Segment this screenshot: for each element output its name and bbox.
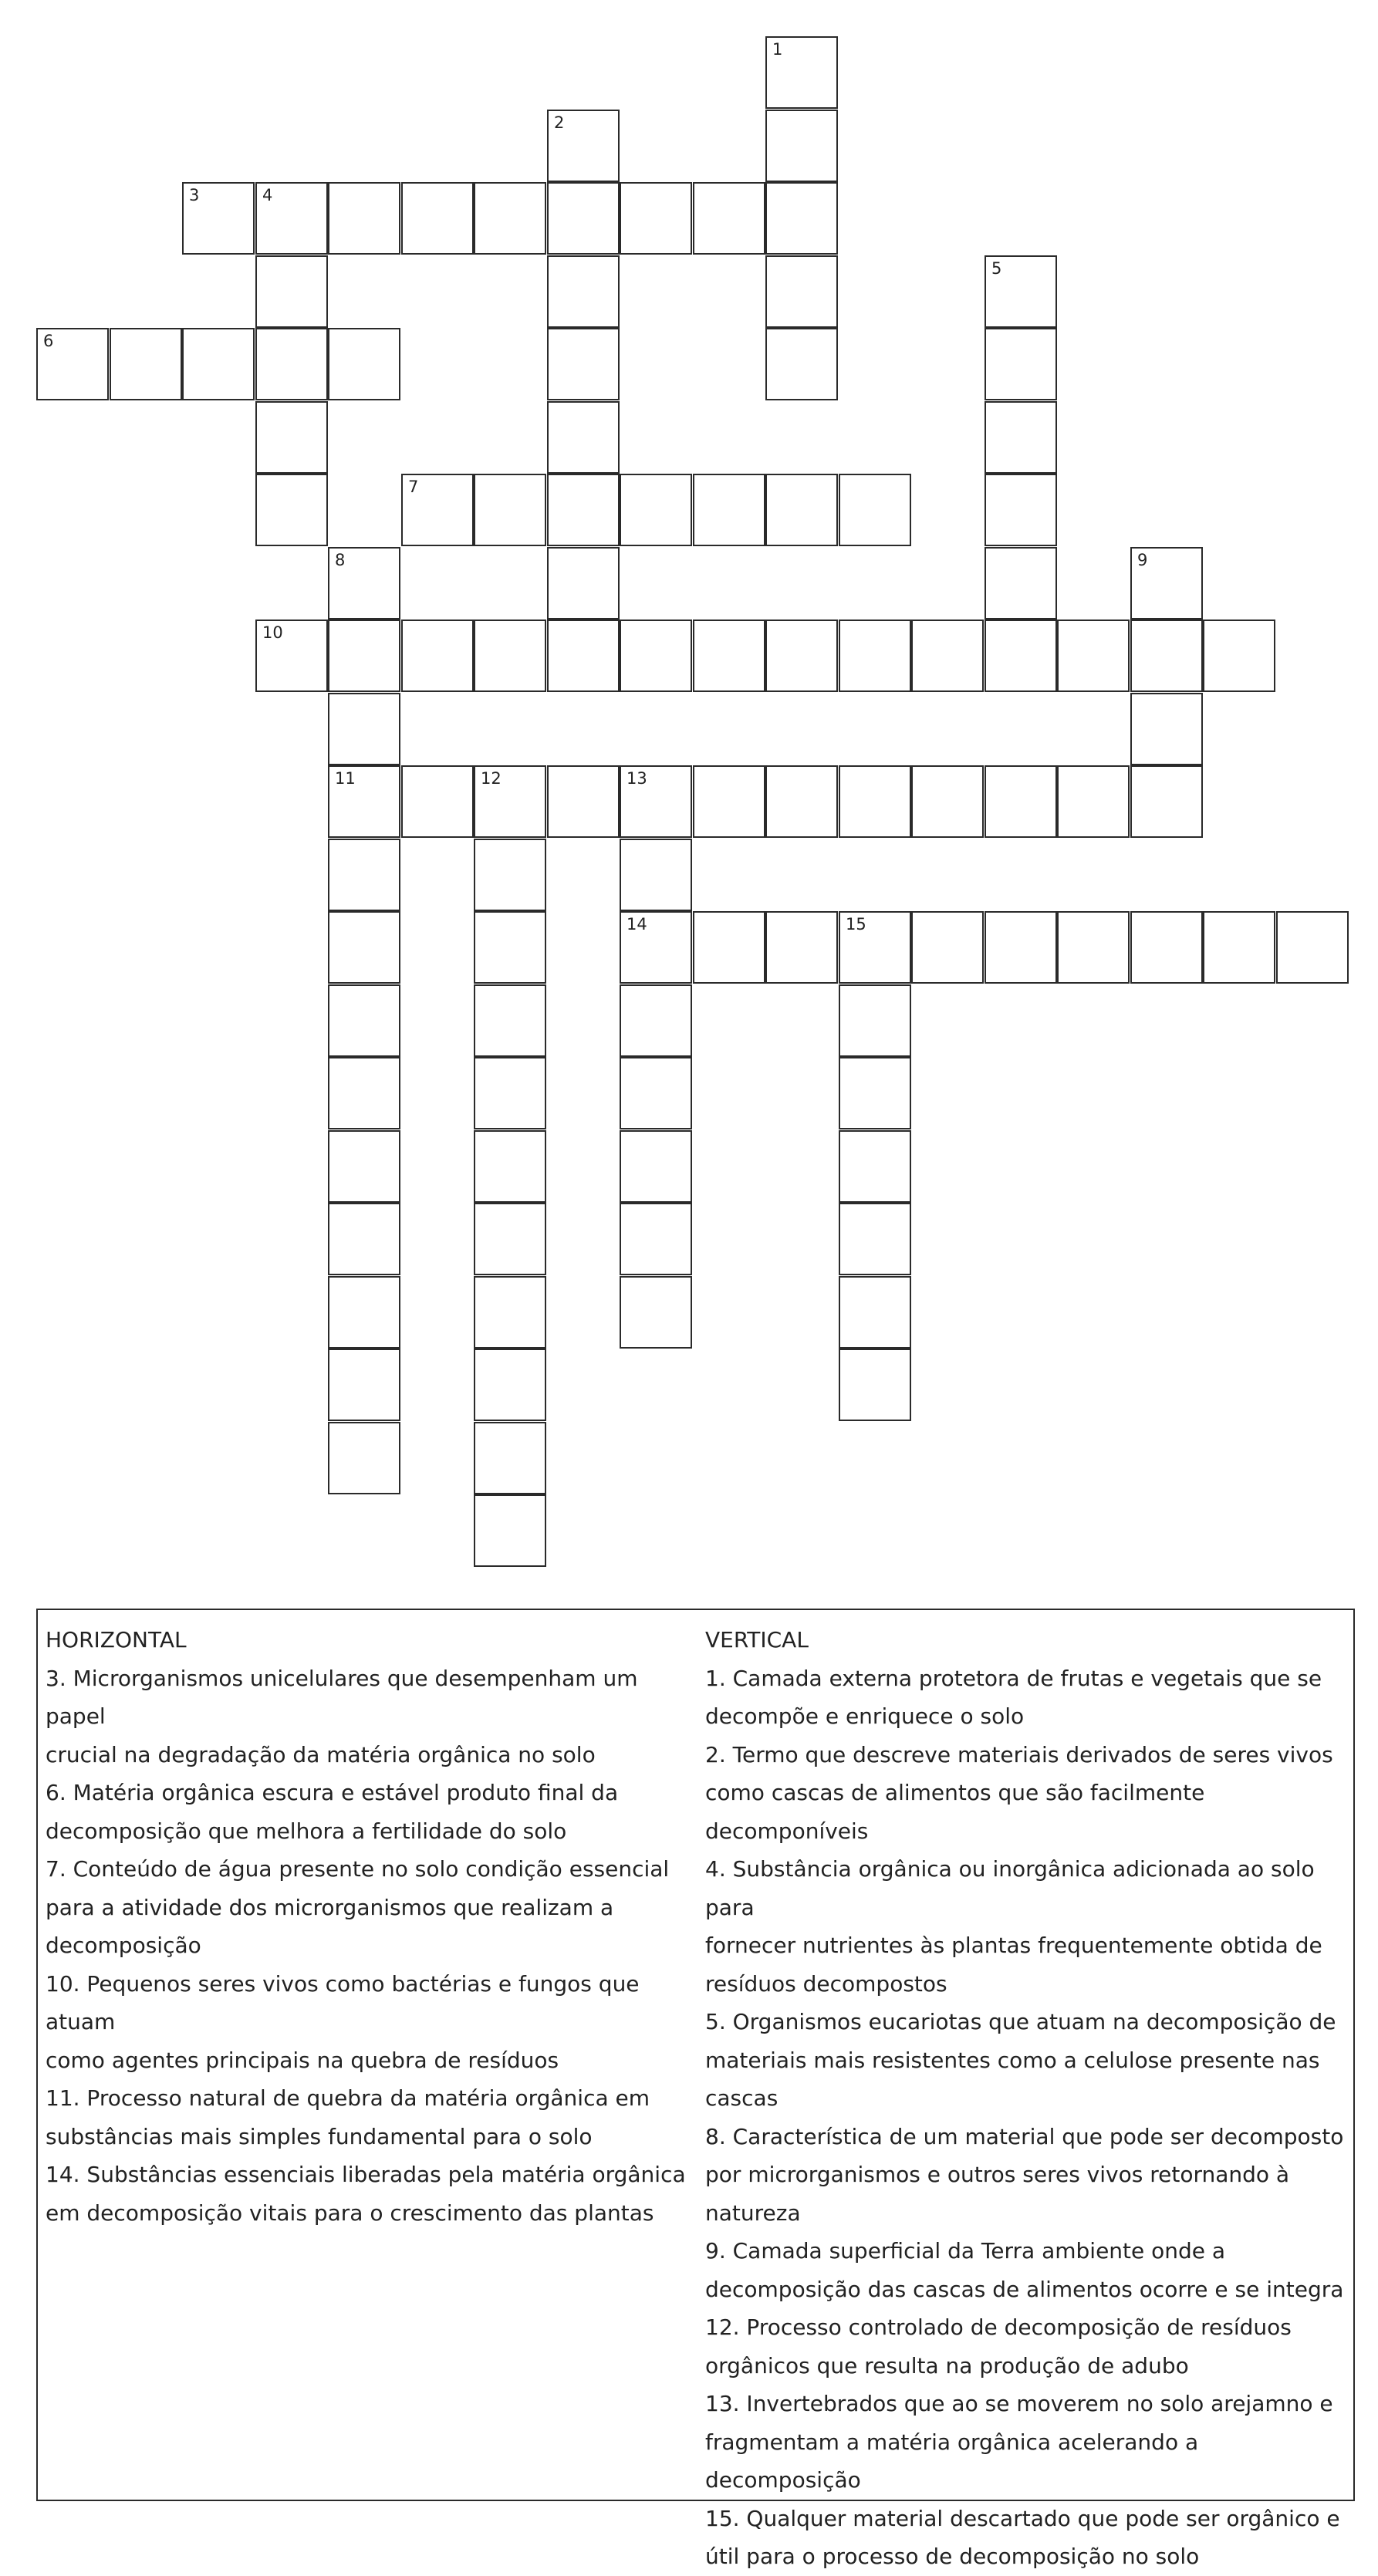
crossword-cell[interactable] bbox=[474, 984, 546, 1057]
crossword-cell[interactable] bbox=[36, 328, 109, 400]
crossword-cell[interactable] bbox=[474, 765, 546, 838]
crossword-cell[interactable] bbox=[620, 1203, 692, 1275]
clue-number: 13 bbox=[627, 769, 647, 788]
clue-number: 10 bbox=[262, 623, 283, 642]
clues-box bbox=[36, 1609, 1355, 2569]
horizontal-clue-line: para a atividade dos microrganismos que realizam a bbox=[46, 1894, 614, 1920]
crossword-cell[interactable] bbox=[547, 765, 620, 838]
vertical-clue-line: orgânicos que resulta na produção de adubo bbox=[705, 2352, 1189, 2378]
crossword-cell[interactable] bbox=[1057, 765, 1130, 838]
vertical-clue-line: fragmentam a matéria orgânica acelerando a decomposição bbox=[705, 2429, 1199, 2493]
crossword-cell[interactable] bbox=[547, 474, 620, 546]
crossword-cell[interactable] bbox=[1203, 911, 1275, 984]
crossword-cell[interactable] bbox=[328, 1057, 400, 1129]
crossword-cell[interactable] bbox=[474, 1349, 546, 1421]
vertical-clue-line: útil para o processo de decomposição no solo bbox=[705, 2544, 1200, 2569]
crossword-cell[interactable] bbox=[839, 765, 911, 838]
clue-number: 7 bbox=[408, 478, 419, 496]
crossword-cell[interactable] bbox=[765, 765, 838, 838]
crossword-cell[interactable] bbox=[1130, 693, 1203, 765]
crossword-cell[interactable] bbox=[985, 474, 1057, 546]
crossword-cell[interactable] bbox=[401, 182, 474, 255]
crossword-cell[interactable] bbox=[328, 620, 400, 692]
horizontal-clue-line: em decomposição vitais para o crescimento das plantas bbox=[46, 2200, 654, 2226]
crossword-cell[interactable] bbox=[474, 1422, 546, 1494]
crossword-cell[interactable] bbox=[911, 911, 984, 984]
crossword-cell[interactable] bbox=[547, 547, 620, 620]
vertical-clue-line: 13. Invertebrados que ao se moverem no solo arejamno e bbox=[705, 2391, 1333, 2416]
crossword-cell[interactable] bbox=[474, 620, 546, 692]
crossword-cell[interactable] bbox=[401, 765, 474, 838]
crossword-cell[interactable] bbox=[620, 984, 692, 1057]
crossword-cell[interactable] bbox=[620, 620, 692, 692]
crossword-cell[interactable] bbox=[328, 328, 400, 400]
crossword-cell[interactable] bbox=[1276, 911, 1349, 984]
vertical-clue-list bbox=[705, 1659, 1349, 2576]
horizontal-clue-line: como agentes principais na quebra de resíduos bbox=[46, 2047, 559, 2073]
vertical-clue-line: 2. Termo que descreve materiais derivados de seres vivos bbox=[705, 1741, 1333, 1767]
crossword-cell[interactable] bbox=[765, 110, 838, 182]
crossword-cell[interactable] bbox=[839, 474, 911, 546]
crossword-cell[interactable] bbox=[693, 474, 765, 546]
clue-number: 3 bbox=[189, 186, 200, 204]
horizontal-clue-line: decomposição que melhora a fertilidade do solo bbox=[46, 1818, 567, 1844]
vertical-clue-line: 5. Organismos eucariotas que atuam na decomposição de bbox=[705, 2009, 1336, 2034]
crossword-cell[interactable] bbox=[765, 182, 838, 255]
vertical-clue-line: 15. Qualquer material descartado que pode ser orgânico e bbox=[705, 2505, 1340, 2531]
crossword-cell[interactable] bbox=[328, 693, 400, 765]
crossword-cell[interactable] bbox=[547, 328, 620, 400]
crossword-cell[interactable] bbox=[1130, 620, 1203, 692]
crossword-cell[interactable] bbox=[765, 36, 838, 109]
vertical-clue-line: decomposição das cascas de alimentos ocorre e se integra bbox=[705, 2276, 1344, 2302]
crossword-cell[interactable] bbox=[110, 328, 182, 400]
crossword-cell[interactable] bbox=[693, 765, 765, 838]
crossword-cell[interactable] bbox=[255, 401, 328, 474]
crossword-cell[interactable] bbox=[839, 1276, 911, 1349]
crossword-cell[interactable] bbox=[620, 911, 692, 984]
horizontal-clue-list bbox=[46, 1659, 697, 2233]
horizontal-clue-line: 10. Pequenos seres vivos como bactérias e fungos que atuam bbox=[46, 1970, 640, 2034]
crossword-cell[interactable] bbox=[985, 328, 1057, 400]
crossword-cell[interactable] bbox=[255, 474, 328, 546]
vertical-clue-line: materiais mais resistentes como a celulose presente nas bbox=[705, 2047, 1320, 2073]
clue-number: 2 bbox=[554, 113, 565, 132]
horizontal-clue-line: decomposição bbox=[46, 1933, 201, 1958]
crossword-cell[interactable] bbox=[1057, 620, 1130, 692]
crossword-cell[interactable] bbox=[547, 620, 620, 692]
crossword-cell[interactable] bbox=[911, 620, 984, 692]
clue-number: 11 bbox=[335, 769, 356, 788]
crossword-cell[interactable] bbox=[474, 1057, 546, 1129]
crossword-cell[interactable] bbox=[985, 620, 1057, 692]
horizontal-heading: HORIZONTAL bbox=[46, 1627, 187, 1653]
crossword-cell[interactable] bbox=[693, 911, 765, 984]
crossword-cell[interactable] bbox=[985, 911, 1057, 984]
vertical-clue-line: 1. Camada externa protetora de frutas e vegetais que se bbox=[705, 1665, 1322, 1691]
crossword-cell[interactable] bbox=[328, 911, 400, 984]
crossword-cell[interactable] bbox=[985, 401, 1057, 474]
vertical-clue-line: como cascas de alimentos que são facilmente decomponíveis bbox=[705, 1780, 1205, 1844]
crossword-cell[interactable] bbox=[328, 839, 400, 911]
crossword-cell[interactable] bbox=[765, 620, 838, 692]
crossword-cell[interactable] bbox=[328, 1422, 400, 1494]
crossword-cell[interactable] bbox=[255, 255, 328, 328]
crossword-cell[interactable] bbox=[911, 765, 984, 838]
clue-number: 9 bbox=[1137, 551, 1148, 569]
crossword-cell[interactable] bbox=[255, 328, 328, 400]
crossword-cell[interactable] bbox=[401, 474, 474, 546]
vertical-clues bbox=[705, 1621, 1349, 2576]
crossword-cell[interactable] bbox=[474, 1494, 546, 1567]
crossword-cell[interactable] bbox=[620, 1057, 692, 1129]
crossword-cell[interactable] bbox=[328, 1276, 400, 1349]
vertical-clue-line: 4. Substância orgânica ou inorgânica adicionada ao solo para bbox=[705, 1856, 1315, 1920]
crossword-cell[interactable] bbox=[474, 839, 546, 911]
crossword-cell[interactable] bbox=[182, 328, 255, 400]
clue-number: 14 bbox=[627, 915, 647, 934]
clue-number: 4 bbox=[262, 186, 273, 204]
horizontal-clue-line: 3. Microrganismos unicelulares que desempenham um papel bbox=[46, 1665, 638, 1729]
horizontal-clue-line: 7. Conteúdo de água presente no solo condição essencial bbox=[46, 1856, 670, 1882]
crossword-cell[interactable] bbox=[1130, 547, 1203, 620]
horizontal-clue-line: 11. Processo natural de quebra da matéria orgânica em bbox=[46, 2085, 650, 2111]
crossword-cell[interactable] bbox=[474, 1130, 546, 1203]
crossword-cell[interactable] bbox=[328, 1130, 400, 1203]
crossword-cell[interactable] bbox=[474, 182, 546, 255]
crossword-cell[interactable] bbox=[328, 984, 400, 1057]
crossword-cell[interactable] bbox=[765, 255, 838, 328]
crossword-cell[interactable] bbox=[693, 620, 765, 692]
crossword-cell[interactable] bbox=[985, 765, 1057, 838]
clue-number: 5 bbox=[991, 259, 1002, 278]
crossword-cell[interactable] bbox=[620, 765, 692, 838]
crossword-cell[interactable] bbox=[328, 547, 400, 620]
vertical-clue-line: por microrganismos e outros seres vivos retornando à bbox=[705, 2162, 1290, 2187]
vertical-clue-line: fornecer nutrientes às plantas frequentemente obtida de bbox=[705, 1933, 1322, 1958]
horizontal-clues bbox=[46, 1621, 697, 2232]
horizontal-clue-line: 14. Substâncias essenciais liberadas pela matéria orgânica bbox=[46, 2162, 686, 2187]
crossword-cell[interactable] bbox=[474, 911, 546, 984]
crossword-cell[interactable] bbox=[474, 474, 546, 546]
crossword-cell[interactable] bbox=[328, 1349, 400, 1421]
horizontal-clue-line: substâncias mais simples fundamental para o solo bbox=[46, 2123, 593, 2149]
crossword-cell[interactable] bbox=[693, 182, 765, 255]
crossword-cell[interactable] bbox=[1130, 765, 1203, 838]
crossword-cell[interactable] bbox=[328, 182, 400, 255]
vertical-clue-line: 9. Camada superficial da Terra ambiente onde a bbox=[705, 2238, 1226, 2264]
crossword-cell[interactable] bbox=[839, 1349, 911, 1421]
crossword-cell[interactable] bbox=[620, 474, 692, 546]
crossword-cell[interactable] bbox=[620, 182, 692, 255]
crossword-cell[interactable] bbox=[985, 255, 1057, 328]
crossword-cell[interactable] bbox=[839, 984, 911, 1057]
vertical-clue-line: natureza bbox=[705, 2200, 801, 2226]
crossword-cell[interactable] bbox=[1130, 911, 1203, 984]
crossword-cell[interactable] bbox=[182, 182, 255, 255]
crossword-cell[interactable] bbox=[620, 1276, 692, 1349]
crossword-cell[interactable] bbox=[839, 1203, 911, 1275]
crossword-cell[interactable] bbox=[765, 328, 838, 400]
crossword-cell[interactable] bbox=[985, 547, 1057, 620]
crossword-cell[interactable] bbox=[547, 182, 620, 255]
clue-number: 6 bbox=[43, 332, 54, 350]
crossword-cell[interactable] bbox=[839, 620, 911, 692]
crossword-cell[interactable] bbox=[620, 1130, 692, 1203]
crossword-cell[interactable] bbox=[474, 1276, 546, 1349]
crossword-cell[interactable] bbox=[765, 474, 838, 546]
vertical-clue-line: decompõe e enriquece o solo bbox=[705, 1703, 1025, 1729]
vertical-clue-line: 8. Característica de um material que pode ser decomposto bbox=[705, 2123, 1344, 2149]
crossword-cell[interactable] bbox=[765, 911, 838, 984]
crossword-cell[interactable] bbox=[547, 255, 620, 328]
crossword-cell[interactable] bbox=[328, 1203, 400, 1275]
crossword-cell[interactable] bbox=[474, 1203, 546, 1275]
crossword-cell[interactable] bbox=[839, 1057, 911, 1129]
crossword-cell[interactable] bbox=[255, 620, 328, 692]
crossword-cell[interactable] bbox=[255, 182, 328, 255]
clue-number: 15 bbox=[846, 915, 866, 934]
crossword-cell[interactable] bbox=[1203, 620, 1275, 692]
crossword-cell[interactable] bbox=[839, 1130, 911, 1203]
crossword-cell[interactable] bbox=[328, 765, 400, 838]
crossword-cell[interactable] bbox=[547, 401, 620, 474]
crossword-cell[interactable] bbox=[547, 110, 620, 182]
clue-number: 8 bbox=[335, 551, 346, 569]
crossword-cell[interactable] bbox=[839, 911, 911, 984]
clue-number: 1 bbox=[772, 40, 783, 59]
vertical-heading: VERTICAL bbox=[705, 1627, 809, 1653]
crossword-cell[interactable] bbox=[401, 620, 474, 692]
horizontal-clue-line: 6. Matéria orgânica escura e estável produto final da bbox=[46, 1780, 619, 1805]
clue-number: 12 bbox=[481, 769, 502, 788]
crossword-cell[interactable] bbox=[620, 839, 692, 911]
vertical-clue-line: 12. Processo controlado de decomposição de resíduos bbox=[705, 2314, 1292, 2340]
vertical-clue-line: cascas bbox=[705, 2085, 779, 2111]
horizontal-clue-line: crucial na degradação da matéria orgânica no solo bbox=[46, 1741, 596, 1767]
vertical-clue-line: resíduos decompostos bbox=[705, 1970, 947, 1997]
crossword-cell[interactable] bbox=[1057, 911, 1130, 984]
